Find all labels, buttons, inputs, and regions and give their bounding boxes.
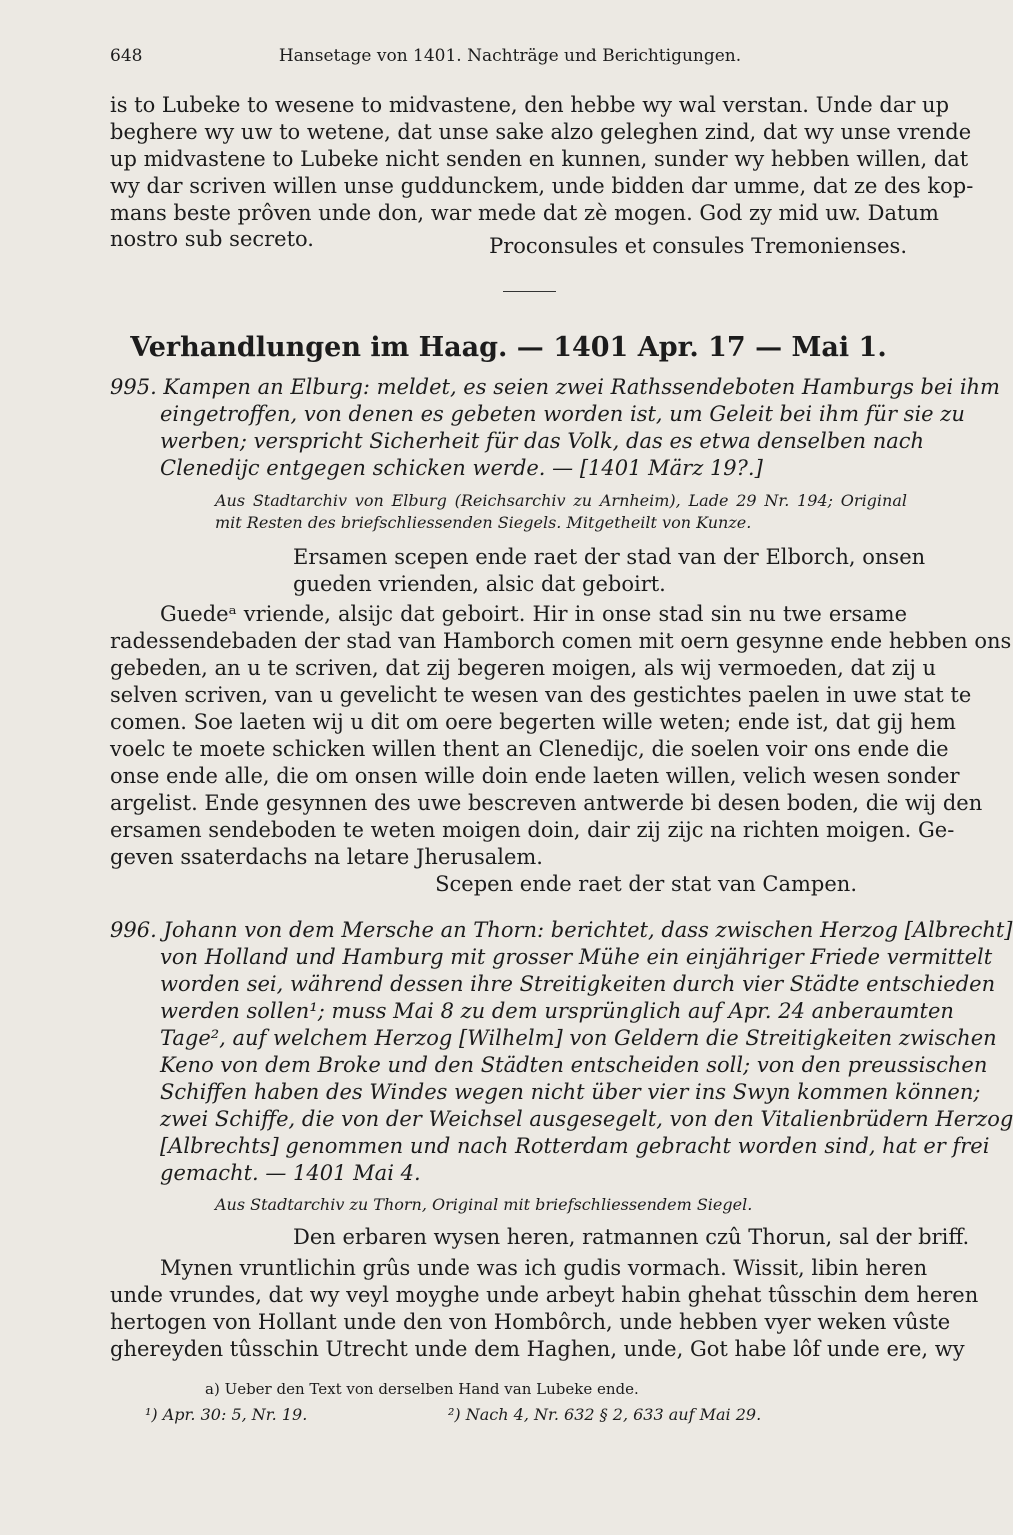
summary-line: von Holland und Hamburg mit grosser Mühe ein einjähriger Friede vermittelt xyxy=(160,945,993,969)
text-line: nostro sub secreto. xyxy=(110,227,314,251)
signature: Proconsules et consules Tremonienses. xyxy=(489,234,907,258)
body-line: ersamen sendeboden te weten moigen doin, dair zij zijc na richten moigen. Ge- xyxy=(110,818,955,842)
summary-line: 995. Kampen an Elburg: meldet, es seien zwei Rathssendeboten Hamburgs bei ihm xyxy=(110,375,1000,399)
body-line: voelc te moete schicken willen thent an Clenedijc, die soelen voir ons ende die xyxy=(110,737,949,761)
summary-line: werden sollen¹; muss Mai 8 zu dem ursprünglich auf Apr. 24 anberaumten xyxy=(160,999,954,1023)
summary-line: Schiffen haben des Windes wegen nicht über vier ins Swyn kommen können; xyxy=(160,1080,981,1104)
footnote-1: ¹) Apr. 30: 5, Nr. 19. xyxy=(145,1405,308,1424)
text-line: wy dar scriven willen unse guddunckem, unde bidden dar umme, dat ze des kop- xyxy=(110,174,974,198)
separator-rule xyxy=(503,291,556,292)
signature: Scepen ende raet der stat van Campen. xyxy=(435,872,857,896)
body-line: ghereyden tûsschin Utrecht unde dem Haghen, unde, Got habe lôf unde ere, wy xyxy=(110,1337,965,1361)
summary-line: zwei Schiffe, die von der Weichsel ausgesegelt, von den Vitalienbrüdern Herzog xyxy=(160,1107,1013,1131)
footnote-a: a) Ueber den Text von derselben Hand van Lubeke ende. xyxy=(205,1380,639,1398)
running-head: Hansetage von 1401. Nachträge und Berichtigungen. xyxy=(278,46,742,66)
address-line: gueden vrienden, alsic dat geboirt. xyxy=(293,572,666,596)
summary-line: Tage², auf welchem Herzog [Wilhelm] von Geldern die Streitigkeiten zwischen xyxy=(160,1026,997,1050)
text-line: mans beste prôven unde don, war mede dat zè mogen. God zy mid uw. Datum xyxy=(110,201,939,225)
summary-line: eingetroffen, von denen es gebeten worden ist, um Geleit bei ihm für sie zu xyxy=(160,402,965,426)
summary-line: Clenedijc entgegen schicken werde. — [1401 März 19?.] xyxy=(160,456,763,480)
source-note: Aus Stadtarchiv von Elburg (Reichsarchiv zu Arnheim), Lade 29 Nr. 194; Original xyxy=(215,491,907,510)
body-line: hertogen von Hollant unde den von Hombôrch, unde hebben vyer weken vûste xyxy=(110,1310,951,1334)
body-line: Guedeᵃ vriende, alsijc dat geboirt. Hir in onse stad sin nu twe ersame xyxy=(160,602,907,626)
source-note: mit Resten des briefschliessenden Siegels. Mitgetheilt von Kunze. xyxy=(215,513,752,532)
body-line: Mynen vruntlichin grûs unde was ich gudis vormach. Wissit, libin heren xyxy=(160,1256,928,1280)
summary-line: Keno von dem Broke und den Städten entscheiden soll; von den preussischen xyxy=(160,1053,988,1077)
body-line: selven scriven, van u gevelicht te wesen van des gestichtes paelen in uwe stat te xyxy=(110,683,972,707)
summary-line: werben; verspricht Sicherheit für das Volk, das es etwa denselben nach xyxy=(160,429,925,453)
text-line: is to Lubeke to wesene to midvastene, den hebbe wy wal verstan. Unde dar up xyxy=(110,93,950,117)
source-note: Aus Stadtarchiv zu Thorn, Original mit briefschliessendem Siegel. xyxy=(215,1195,753,1214)
text-line: beghere wy uw to wetene, dat unse sake alzo geleghen zind, dat wy unse vrende xyxy=(110,120,972,144)
body-line: gebeden, an u te scriven, dat zij begeren moigen, als wij vermoeden, dat zij u xyxy=(110,656,937,680)
summary-line: gemacht. — 1401 Mai 4. xyxy=(160,1161,421,1185)
summary-line: [Albrechts] genommen und nach Rotterdam gebracht worden sind, hat er frei xyxy=(160,1134,990,1158)
body-line: unde vrundes, dat wy veyl moyghe unde arbeyt habin ghehat tûsschin dem heren xyxy=(110,1283,979,1307)
page-header xyxy=(110,46,910,76)
page-number: 648 xyxy=(110,46,143,66)
summary-line: worden sei, während dessen ihre Streitigkeiten durch vier Städte entschieden xyxy=(160,972,996,996)
address-line: Ersamen scepen ende raet der stad van der Elborch, onsen xyxy=(293,545,926,569)
text-line: up midvastene to Lubeke nicht senden en kunnen, sunder wy hebben willen, dat xyxy=(110,147,969,171)
footnote-2: ²) Nach 4, Nr. 632 § 2, 633 auf Mai 29. xyxy=(448,1405,762,1424)
body-line: argelist. Ende gesynnen des uwe bescreven antwerde bi desen boden, die wij den xyxy=(110,791,983,815)
address-line: Den erbaren wysen heren, ratmannen czû Thorun, sal der briff. xyxy=(293,1225,970,1249)
summary-line: 996. Johann von dem Mersche an Thorn: berichtet, dass zwischen Herzog [Albrecht] xyxy=(110,918,1013,942)
body-line: comen. Soe laeten wij u dit om oere begerten wille weten; ende ist, dat gij hem xyxy=(110,710,956,734)
body-line: onse ende alle, die om onsen wille doin ende laeten willen, velich wesen sonder xyxy=(110,764,960,788)
body-line: radessendebaden der stad van Hamborch comen mit oern gesynne ende hebben ons xyxy=(110,629,1012,653)
body-line: geven ssaterdachs na letare Jherusalem. xyxy=(110,845,543,869)
section-heading: Verhandlungen im Haag. — 1401 Apr. 17 — Mai 1. xyxy=(130,332,887,363)
